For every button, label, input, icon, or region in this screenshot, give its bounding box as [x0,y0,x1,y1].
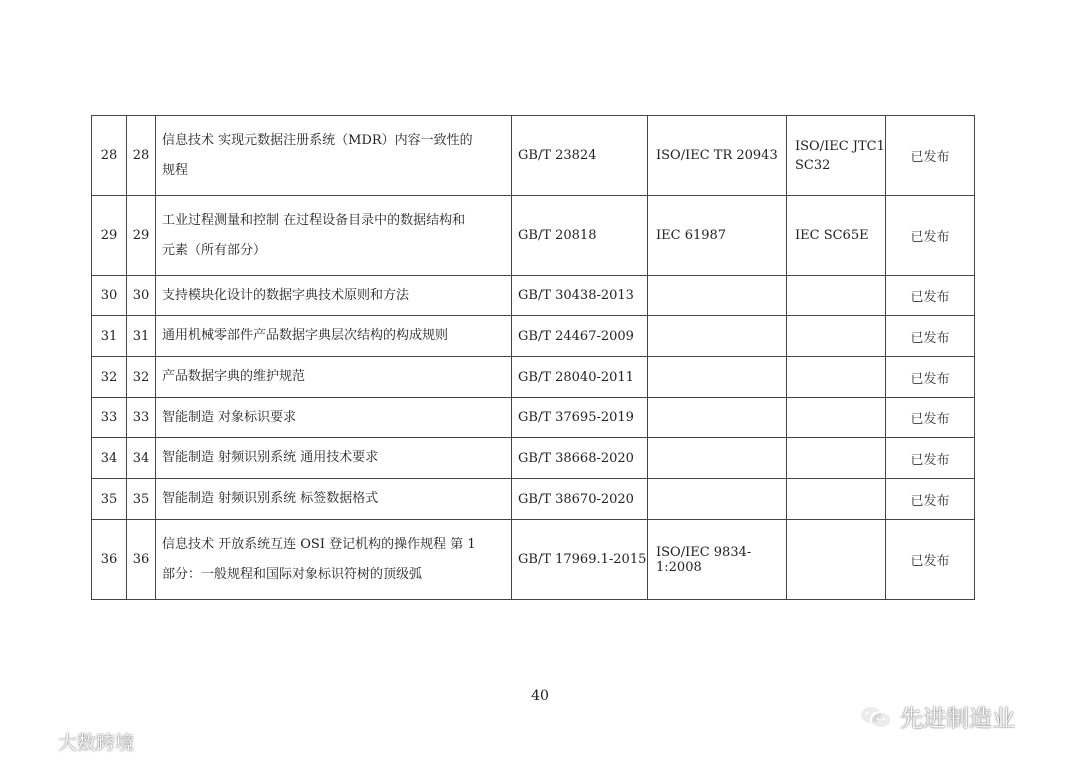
tech-committee-cell-line: SC32 [795,157,831,173]
standards-table [91,115,975,600]
tech-committee-cell [787,316,886,357]
status-cell: 已发布 [886,196,975,276]
seq-cell: 31 [92,316,127,357]
wechat-icon [858,703,894,731]
table-row [92,398,975,438]
seq-cell: 36 [92,520,127,600]
table-row [92,520,975,600]
intl-standard-cell [648,316,787,357]
intl-standard-cell [648,398,787,438]
title-cell-line: 智能制造 对象标识要求 [162,409,297,425]
std-number-cell: GB/T 30438-2013 [512,276,648,316]
tech-committee-cell [787,116,886,196]
num-cell: 29 [127,196,156,276]
title-cell [156,398,512,438]
seq-cell: 35 [92,479,127,520]
intl-standard-cell [648,438,787,479]
status-cell: 已发布 [886,438,975,479]
seq-cell: 30 [92,276,127,316]
status-cell: 已发布 [886,398,975,438]
status-cell: 已发布 [886,116,975,196]
std-number-cell: GB/T 37695-2019 [512,398,648,438]
title-cell [156,438,512,479]
std-number-cell: GB/T 23824 [512,116,648,196]
watermark-right [858,700,1015,733]
seq-cell: 32 [92,357,127,398]
title-cell [156,357,512,398]
num-cell: 36 [127,520,156,600]
tech-committee-cell [787,479,886,520]
tech-committee-cell-line: ISO/IEC JTC1 [795,138,885,154]
intl-standard-cell: ISO/IEC TR 20943 [648,116,787,196]
title-cell-line: 信息技术 实现元数据注册系统（MDR）内容一致性的 [162,132,473,148]
num-cell: 31 [127,316,156,357]
tech-committee-cell [787,196,886,276]
num-cell: 30 [127,276,156,316]
tech-committee-cell [787,520,886,600]
title-cell [156,520,512,600]
title-cell [156,196,512,276]
table-row [92,276,975,316]
status-cell: 已发布 [886,479,975,520]
title-cell-line: 产品数据字典的维护规范 [162,369,306,384]
title-cell-line: 元素（所有部分） [162,242,267,258]
num-cell: 33 [127,398,156,438]
seq-cell: 28 [92,116,127,196]
title-cell [156,479,512,520]
table-row [92,116,975,196]
title-cell-line: 通用机械零部件产品数据字典层次结构的构成规则 [162,328,449,343]
title-cell-line: 智能制造 射频识别系统 通用技术要求 [162,450,379,465]
seq-cell: 34 [92,438,127,479]
title-cell-line: 部分：一般规程和国际对象标识符树的顶级弧 [162,566,423,582]
status-cell: 已发布 [886,316,975,357]
num-cell: 34 [127,438,156,479]
tech-committee-cell [787,357,886,398]
title-cell [156,116,512,196]
table-row [92,479,975,520]
title-cell-line: 信息技术 开放系统互连 OSI 登记机构的操作规程 第 1 [162,536,476,552]
tech-committee-cell-line: IEC SC65E [795,228,869,243]
tech-committee-cell [787,398,886,438]
watermark-left [8,728,134,755]
title-cell [156,316,512,357]
title-cell-line: 支持模块化设计的数据字典技术原则和方法 [162,287,410,303]
std-number-cell: GB/T 38668-2020 [512,438,648,479]
std-number-cell: GB/T 17969.1-2015 [512,520,648,600]
seq-cell: 29 [92,196,127,276]
table-row [92,316,975,357]
std-number-cell: GB/T 20818 [512,196,648,276]
title-cell-line: 工业过程测量和控制 在过程设备目录中的数据结构和 [162,212,466,228]
intl-standard-cell [648,357,787,398]
watermark-left-text: 大数跨境 [58,732,135,754]
status-cell: 已发布 [886,276,975,316]
brand-logo-icon [8,731,54,753]
num-cell: 35 [127,479,156,520]
title-cell-line: 智能制造 射频识别系统 标签数据格式 [162,491,379,506]
num-cell: 28 [127,116,156,196]
std-number-cell: GB/T 28040-2011 [512,357,648,398]
status-cell: 已发布 [886,357,975,398]
table-row [92,357,975,398]
intl-standard-cell: IEC 61987 [648,196,787,276]
std-number-cell: GB/T 24467-2009 [512,316,648,357]
intl-standard-cell [648,479,787,520]
intl-standard-cell: ISO/IEC 9834-1:2008 [648,520,787,600]
watermark-right-text: 先进制造业 [900,706,1015,732]
title-cell-line: 规程 [162,162,189,178]
table-row [92,196,975,276]
status-cell: 已发布 [886,520,975,600]
tech-committee-cell [787,276,886,316]
page-number: 40 [531,688,549,704]
std-number-cell: GB/T 38670-2020 [512,479,648,520]
table-row [92,438,975,479]
tech-committee-cell [787,438,886,479]
intl-standard-cell [648,276,787,316]
num-cell: 32 [127,357,156,398]
seq-cell: 33 [92,398,127,438]
title-cell [156,276,512,316]
